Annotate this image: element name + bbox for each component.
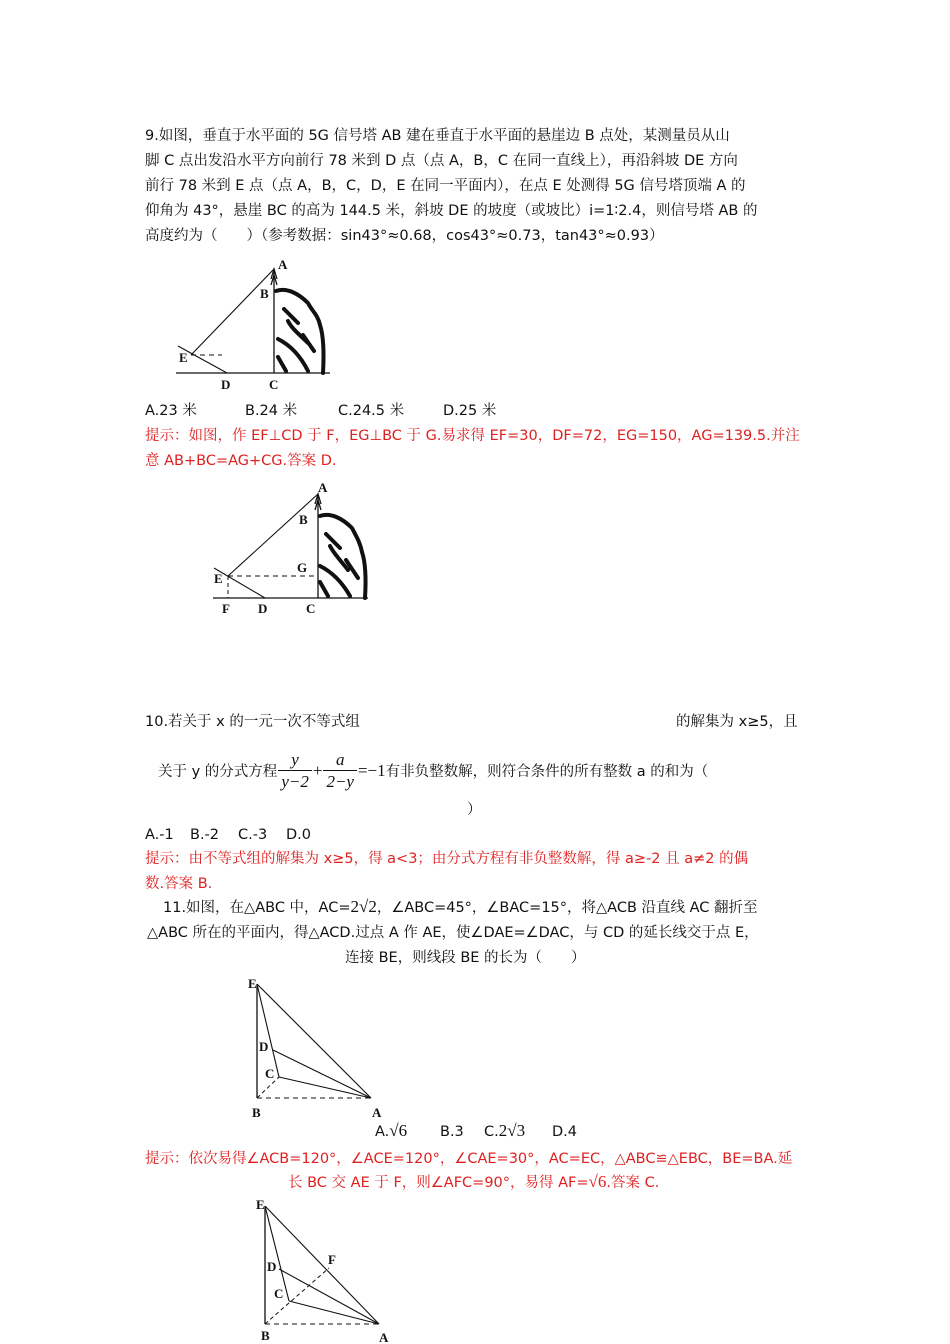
q10-hint-line-1: 提示：由不等式组的解集为 x≥5，得 a<3；由分式方程有非负整数解，得 a≥-2 且 a≠2 的偶 [145, 851, 749, 867]
q9-fig1-label-b: B [260, 286, 269, 301]
q10-plus: + [312, 760, 323, 780]
q11-line-2: △ABC 所在的平面内，得△ACD.过点 A 作 AE，使∠DAE=∠DAC，与 CD 的延长线交于点 E， [147, 925, 759, 941]
q11-option-a-math: √6 [389, 1121, 408, 1140]
q10-hint-line-2: 数.答案 B. [145, 876, 213, 892]
q9-fig2-label-f: F [222, 601, 230, 616]
q9-fig1-label-c: C [269, 377, 279, 392]
q10-line-2-suffix: 有非负整数解，则符合条件的所有整数 a 的和为（ [385, 763, 709, 780]
q9-figure-1 [170, 255, 340, 395]
q9-fig2-label-a: A [318, 480, 328, 495]
q11-hint-line-1: 提示：依次易得∠ACB=120°，∠ACE=120°，∠CAE=30°，AC=EC，△ABC≌△EBC，BE=BA.延 [145, 1151, 793, 1167]
q11-fig1-label-d: D [259, 1039, 269, 1054]
q9-fig2-label-e: E [214, 571, 223, 586]
q9-fig2-label-c: C [306, 601, 316, 616]
q9-option-d: D.25 米 [443, 403, 497, 419]
q10-line-3: ） [467, 802, 482, 818]
q11-fig1-label-c: C [265, 1066, 275, 1081]
q9-option-a: A.23 米 [145, 403, 197, 419]
q9-fig1-label-d: D [221, 377, 231, 392]
q10-option-b: B.-2 [190, 827, 220, 843]
q9-line-4: 仰角为 43°，悬崖 BC 的高为 144.5 米，斜坡 DE 的坡度（或坡比）i=1∶2.4，则信号塔 AB 的 [145, 203, 758, 219]
q11-ac-value: 2√2 [350, 897, 377, 916]
q11-line-1 [163, 897, 758, 918]
q11-line-1b: ，∠ABC=45°，∠BAC=15°，将△ACB 沿直线 AC 翻折至 [376, 900, 758, 916]
q11-hint-af-value: √6 [588, 1172, 607, 1191]
q11-figure-2 [248, 1196, 398, 1344]
q11-option-b: B.3 [440, 1124, 464, 1140]
q11-figure-1 [242, 974, 392, 1124]
q10-options [145, 825, 311, 845]
q10-frac2-denominator: 2−y [326, 772, 354, 791]
q11-fig2-label-a: A [379, 1330, 389, 1344]
q11-fig2-label-e: E [256, 1197, 265, 1212]
q11-options [375, 1121, 577, 1142]
q10-line-1-right: 的解集为 x≥5，且 [676, 714, 798, 730]
q9-hint-line-1: 提示：如图，作 EF⊥CD 于 F，EG⊥BC 于 G.易求得 EF=30，DF=72，EG=150，AG=139.5.并注 [145, 428, 800, 444]
q11-fig1-label-a: A [372, 1105, 382, 1120]
q9-line-1: 9.如图，垂直于水平面的 5G 信号塔 AB 建在垂直于水平面的悬崖边 B 点处，某测量员从山 [145, 128, 730, 144]
q9-line-5: 高度约为（ ）（参考数据：sin43°≈0.68，cos43°≈0.73，tan43°≈0.93） [145, 228, 664, 244]
q11-line-3: 连接 BE，则线段 BE 的长为（ ） [345, 950, 586, 966]
q11-option-c-math: 2√3 [498, 1121, 526, 1140]
q9-line-2: 脚 C 点出发沿水平方向前行 78 米到 D 点（点 A，B，C 在同一直线上），再沿斜坡 DE 方向 [145, 153, 738, 169]
q10-equals: =−1 [357, 760, 386, 780]
q11-line-1a: 11.如图，在△ABC 中，AC= [163, 900, 351, 916]
q10-fraction-1 [278, 750, 312, 793]
q10-line-1-left: 10.若关于 x 的一元一次不等式组 [145, 714, 360, 730]
q11-hint-line-2b: .答案 C. [606, 1175, 660, 1191]
q11-fig1-label-b: B [252, 1105, 261, 1120]
q10-line-2-prefix: 关于 y 的分式方程 [158, 763, 278, 780]
q10-option-c: C.-3 [238, 827, 268, 843]
q10-frac1-numerator: y [278, 750, 312, 771]
q11-hint-line-2a: 长 BC 交 AE 于 F，则∠AFC=90°，易得 AF= [288, 1175, 589, 1191]
q10-fraction-2 [323, 750, 357, 793]
q10-option-a: A.-1 [145, 827, 174, 843]
q11-fig2-label-c: C [274, 1286, 284, 1301]
q9-options [145, 401, 496, 421]
q9-fig2-label-d: D [258, 601, 268, 616]
q11-option-a-prefix: A. [375, 1124, 390, 1140]
q10-option-d: D.0 [286, 827, 311, 843]
q11-fig2-label-b: B [261, 1328, 270, 1343]
q10-line-2 [158, 750, 708, 793]
q9-fig1-label-e: E [179, 350, 188, 365]
q11-hint-line-2 [288, 1172, 659, 1193]
q11-fig2-label-d: D [267, 1259, 277, 1274]
q10-frac2-numerator: a [323, 750, 357, 771]
q11-option-c-prefix: C. [484, 1124, 499, 1140]
q11-fig2-label-f: F [328, 1252, 336, 1267]
q9-fig2-label-b: B [299, 512, 308, 527]
q9-hint-line-2: 意 AB+BC=AG+CG.答案 D. [145, 453, 337, 469]
q9-line-3: 前行 78 米到 E 点（点 A，B，C，D，E 在同一平面内），在点 E 处测得 5G 信号塔顶端 A 的 [145, 178, 746, 194]
q11-option-a [375, 1121, 440, 1142]
q9-fig2-label-g: G [297, 560, 308, 575]
q11-fig1-label-e: E [248, 976, 257, 991]
q9-figure-2 [208, 478, 373, 618]
q9-option-b: B.24 米 [245, 403, 298, 419]
q11-option-d: D.4 [552, 1124, 577, 1140]
q9-fig1-label-a: A [278, 257, 288, 272]
q11-option-c [484, 1121, 552, 1142]
q9-option-c: C.24.5 米 [338, 403, 405, 419]
q10-frac1-denominator: y−2 [281, 772, 309, 791]
